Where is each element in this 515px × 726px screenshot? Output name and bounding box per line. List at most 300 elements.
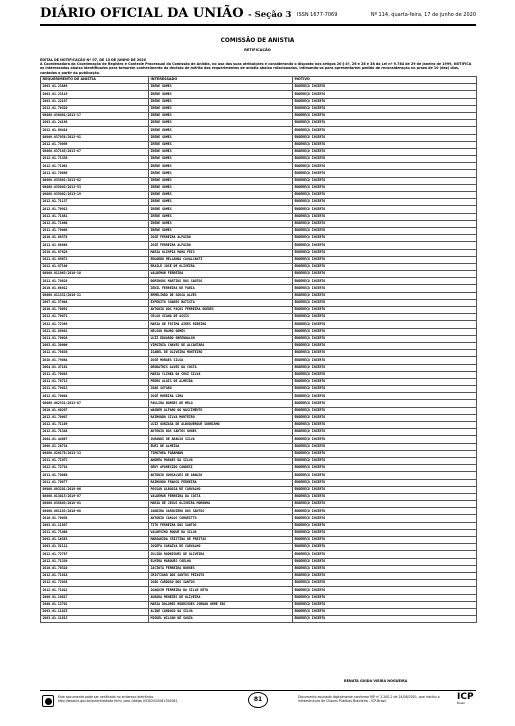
cell-interessado: MARIA DOLORES RODRIGUES JORDAN ORRE IBS — [149, 601, 293, 608]
logo-text: ICP — [457, 692, 474, 702]
cell-motivo: ENDEREÇO INCERTO — [293, 112, 477, 119]
cell-motivo: ENDEREÇO INCERTO — [293, 572, 477, 579]
table-row — [41, 551, 477, 558]
cell-motivo: ENDEREÇO INCERTO — [293, 393, 477, 400]
table-row — [41, 587, 477, 594]
table-row — [41, 400, 477, 407]
cell-requerimento: 08000.035001/2013-62 — [41, 177, 149, 184]
cell-motivo: ENDEREÇO INCERTO — [293, 537, 477, 544]
table-row — [41, 184, 477, 191]
cell-requerimento: 08000.011331/2010-11 — [41, 292, 149, 299]
cell-motivo: ENDEREÇO INCERTO — [293, 522, 477, 529]
cell-motivo: ENDEREÇO INCERTO — [293, 134, 477, 141]
cell-requerimento: 08000.001183/2018-08 — [41, 508, 149, 515]
cell-requerimento: 2012.01.70830 — [41, 350, 149, 357]
column-header-requerimento: REQUERIMENTO DE ANISTIA — [41, 77, 149, 84]
cell-motivo: ENDEREÇO INCERTO — [293, 364, 477, 371]
table-row — [41, 199, 477, 206]
table-row — [41, 335, 477, 342]
cell-requerimento: 2003.01.11807 — [41, 522, 149, 529]
cell-requerimento: 08000.038803/2018-01 — [41, 501, 149, 508]
footer-verification-text: Este documento pode ser verificado no endereço eletrônico http://www.in.gov.br/autenticidade.html, pelo código 05302020061700081 — [58, 695, 178, 704]
cell-requerimento: 2012.01.67100 — [41, 263, 149, 270]
cell-motivo: ENDEREÇO INCERTO — [293, 608, 477, 615]
cell-interessado: IRENE GOMES — [149, 163, 293, 170]
table-row — [41, 206, 477, 213]
cell-requerimento: 2012.01.70607 — [41, 414, 149, 421]
cell-requerimento: 2010.01.79084 — [41, 357, 149, 364]
newspaper-name: DIÁRIO OFICIAL DA UNIÃO — [40, 6, 244, 21]
cell-motivo: ENDEREÇO INCERTO — [293, 386, 477, 393]
issue-date: Nº 114, quarta-feira, 17 de junho de 2020 — [370, 12, 476, 18]
table-row — [41, 127, 477, 134]
cell-requerimento: 2003.01.11825 — [41, 608, 149, 615]
cell-interessado: JULIÃO RODRIGUES DE OLIVEIRA — [149, 551, 293, 558]
cell-motivo: ENDEREÇO INCERTO — [293, 307, 477, 314]
cell-requerimento: 2012.01.71330 — [41, 558, 149, 565]
table-row — [41, 422, 477, 429]
table-row — [41, 235, 477, 242]
cell-requerimento: 2011.01.70828 — [41, 278, 149, 285]
cell-requerimento: 2010.01.70310 — [41, 565, 149, 572]
cell-motivo: ENDEREÇO INCERTO — [293, 220, 477, 227]
cell-motivo: ENDEREÇO INCERTO — [293, 299, 477, 306]
table-row — [41, 594, 477, 601]
cell-motivo: ENDEREÇO INCERTO — [293, 429, 477, 436]
table-row — [41, 501, 477, 508]
cell-motivo: ENDEREÇO INCERTO — [293, 213, 477, 220]
cell-requerimento: 2011.01.70880 — [41, 472, 149, 479]
table-row — [41, 307, 477, 314]
subtitle: RETIFICAÇÃO — [244, 48, 271, 52]
cell-requerimento: 2010.01.68378 — [41, 235, 149, 242]
cell-interessado: GENY APARECIDO CANDESI — [149, 465, 293, 472]
table-row — [41, 134, 477, 141]
page-number: 81 — [248, 692, 268, 708]
cell-interessado: TIMÓTHEA FARAMANN — [149, 450, 293, 457]
cell-requerimento: 2010.01.68207 — [41, 407, 149, 414]
table-row — [41, 342, 477, 349]
cell-motivo: ENDEREÇO INCERTO — [293, 616, 477, 623]
table-row — [41, 177, 477, 184]
edital-body: A Coordenadora da Coordenação de Registro e Controle Processual da Comissão de Anistia, no uso das suas atribuições e considerando o disposto nos artigos 20 § 4º, 26 e 28 e 38 da Lei nº 9.784 de 29 de janeiro de 1999, NOTIFICA os interessados abaixo identificados para tomarem conhecimento da decisão de mérito dos requerimentos de anistia abaixo relacionados, intimando-os para apresentarem pedido de reconsideração no prazo de 10 (dez) dias, contados a partir da publicação. — [40, 62, 472, 75]
cell-motivo: ENDEREÇO INCERTO — [293, 249, 477, 256]
cell-requerimento: 2004.01.47161 — [41, 364, 149, 371]
cell-requerimento: 2000.01.13702 — [41, 601, 149, 608]
cell-motivo: ENDEREÇO INCERTO — [293, 436, 477, 443]
cell-interessado: LUIZ GONZAGA DE ALBUQUERQUE SOBRINHO — [149, 422, 293, 429]
cell-motivo: ENDEREÇO INCERTO — [293, 263, 477, 270]
cell-interessado: VIRGÍNIA CHAVES DE ALCANTARA — [149, 342, 293, 349]
cell-motivo: ENDEREÇO INCERTO — [293, 278, 477, 285]
cell-requerimento: 08000.035003/2013-53 — [41, 184, 149, 191]
cell-requerimento: 08000.002331/2013-07 — [41, 400, 149, 407]
cell-requerimento: 2012.01.71137 — [41, 199, 149, 206]
cell-requerimento: 08000.037105/2013-07 — [41, 148, 149, 155]
cell-motivo: ENDEREÇO INCERTO — [293, 378, 477, 385]
cell-interessado: IRENE GOMES — [149, 134, 293, 141]
cell-motivo: ENDEREÇO INCERTO — [293, 486, 477, 493]
table-body — [41, 84, 477, 623]
cell-motivo: ENDEREÇO INCERTO — [293, 472, 477, 479]
table-row — [41, 357, 477, 364]
cell-interessado: IRENE GOMES — [149, 112, 293, 119]
cell-requerimento: 2003.01.23119 — [41, 91, 149, 98]
logo-subtext: Brasil — [457, 701, 465, 705]
notification-table — [40, 76, 477, 623]
cell-interessado: PEDRO ALOIS DE ALMEIDA — [149, 378, 293, 385]
table-row — [41, 249, 477, 256]
cell-interessado: IRENE GOMES — [149, 192, 293, 199]
table-row — [41, 192, 477, 199]
footer-rule — [40, 690, 476, 691]
cell-requerimento: 2003.01.51111 — [41, 544, 149, 551]
cell-motivo: ENDEREÇO INCERTO — [293, 184, 477, 191]
table-row — [41, 450, 477, 457]
edital-title: EDITAL DE NOTIFICAÇÃO Nº 07, DE 15 DE JUNHO DE 2020 — [40, 58, 147, 62]
cell-motivo: ENDEREÇO INCERTO — [293, 342, 477, 349]
cell-requerimento: 2007.01.57004 — [41, 299, 149, 306]
table-row — [41, 148, 477, 155]
signature: RENATA GUIDA VIEIRA NOGUEIRA — [344, 679, 408, 683]
table-row — [41, 314, 477, 321]
cell-motivo: ENDEREÇO INCERTO — [293, 580, 477, 587]
table-row — [41, 414, 477, 421]
organ-heading: COMISSÃO DE ANISTIA — [220, 38, 295, 44]
cell-requerimento: 2003.01.11813 — [41, 616, 149, 623]
table-row — [41, 572, 477, 579]
table-row — [41, 285, 477, 292]
cell-motivo: ENDEREÇO INCERTO — [293, 479, 477, 486]
table-row — [41, 601, 477, 608]
cell-motivo: ENDEREÇO INCERTO — [293, 292, 477, 299]
table-row — [41, 227, 477, 234]
cell-interessado: DEODATRIS ALVES DA COSTA — [149, 364, 293, 371]
cell-motivo: ENDEREÇO INCERTO — [293, 558, 477, 565]
cell-interessado: EURI DE ALMEIDA — [149, 443, 293, 450]
cell-requerimento: 08000.035002/2013-19 — [41, 192, 149, 199]
column-header-motivo: MOTIVO — [293, 77, 477, 84]
cell-requerimento: 2011.01.70890 — [41, 170, 149, 177]
table-row — [41, 278, 477, 285]
table-row — [41, 508, 477, 515]
cell-interessado: JOÃO CARDOSO DOS SANTOS — [149, 580, 293, 587]
cell-interessado: ERMELINDO DE SOUSA ALVES — [149, 292, 293, 299]
cell-interessado: JOSEFA SARAIVA DE CARVALHO — [149, 544, 293, 551]
cell-motivo: ENDEREÇO INCERTO — [293, 407, 477, 414]
cell-requerimento: 2012.01.71660 — [41, 220, 149, 227]
cell-interessado: JOSÉ FERREIRA ALFAIDO — [149, 235, 293, 242]
cell-requerimento: 2011.01.70813 — [41, 386, 149, 393]
table-row — [41, 386, 477, 393]
cell-interessado: IRENE GOMES — [149, 170, 293, 177]
cell-interessado: EXPEDITO SOARES BATISTA — [149, 299, 293, 306]
cell-motivo: ENDEREÇO INCERTO — [293, 199, 477, 206]
table-row — [41, 156, 477, 163]
cell-motivo: ENDEREÇO INCERTO — [293, 120, 477, 127]
cell-requerimento: 08000.026178/2013-13 — [41, 450, 149, 457]
cell-motivo: ENDEREÇO INCERTO — [293, 91, 477, 98]
cell-motivo: ENDEREÇO INCERTO — [293, 587, 477, 594]
cell-interessado: IRENE GOMES — [149, 206, 293, 213]
cell-interessado: AURORA MENEZES DE OLIVEIRA — [149, 594, 293, 601]
cell-interessado: JOSÉ MORAES SILVA — [149, 357, 293, 364]
cell-requerimento: 2012.01.71818 — [41, 572, 149, 579]
table-row — [41, 163, 477, 170]
cell-requerimento: 2012.01.70004 — [41, 393, 149, 400]
cell-motivo: ENDEREÇO INCERTO — [293, 501, 477, 508]
cell-requerimento: 2012.01.71109 — [41, 422, 149, 429]
table-row — [41, 544, 477, 551]
cell-interessado: JANDIRA SARGUIERO DOS SANTOS — [149, 508, 293, 515]
cell-interessado: PAULINA BORGES DE MELO — [149, 400, 293, 407]
issn: ISSN 1677-7069 — [297, 12, 338, 18]
cell-requerimento: 2003.01.22107 — [41, 98, 149, 105]
table-row — [41, 220, 477, 227]
footer-signature-text: Documento assinado digitalmente conforme MP nº 2.200-2 de 24/08/2001, que institui a Infraestrutura de Chaves Públicas Brasileira - ICP-Brasil. — [298, 695, 440, 704]
cell-motivo: ENDEREÇO INCERTO — [293, 335, 477, 342]
cell-motivo: ENDEREÇO INCERTO — [293, 601, 477, 608]
cell-requerimento: 2012.01.72710 — [41, 465, 149, 472]
table-row — [41, 393, 477, 400]
table-row — [41, 271, 477, 278]
cell-requerimento: 2012.01.71339 — [41, 156, 149, 163]
cell-requerimento: 08000.013015/2019-07 — [41, 493, 149, 500]
cell-interessado: MARIA CLINEA DA CRUZ SILVA — [149, 371, 293, 378]
cell-requerimento: 2011.01.70713 — [41, 378, 149, 385]
cell-interessado: CELSO VIANA DE ASSIS — [149, 314, 293, 321]
cell-motivo: ENDEREÇO INCERTO — [293, 206, 477, 213]
cell-requerimento: 2012.01.72389 — [41, 321, 149, 328]
table-row — [41, 443, 477, 450]
table-row — [41, 84, 477, 91]
table-row — [41, 256, 477, 263]
cell-motivo: ENDEREÇO INCERTO — [293, 271, 477, 278]
cell-interessado: VALDEMAR FERREIRA DA COSTA — [149, 493, 293, 500]
table-row — [41, 529, 477, 536]
cell-interessado: MARIA OLIMPIA MARA FEIS — [149, 249, 293, 256]
cell-motivo: ENDEREÇO INCERTO — [293, 515, 477, 522]
cell-motivo: ENDEREÇO INCERTO — [293, 256, 477, 263]
table-row — [41, 537, 477, 544]
cell-requerimento: 2011.01.70803 — [41, 371, 149, 378]
cell-requerimento: 2010.01.70038 — [41, 515, 149, 522]
cell-motivo: ENDEREÇO INCERTO — [293, 242, 477, 249]
table-row — [41, 321, 477, 328]
cell-requerimento: 2012.01.71348 — [41, 429, 149, 436]
cell-motivo: ENDEREÇO INCERTO — [293, 98, 477, 105]
cell-interessado: JACINTA FERREIRA BORGES — [149, 565, 293, 572]
cell-motivo: ENDEREÇO INCERTO — [293, 551, 477, 558]
cell-interessado: DOMINGOS MARTINS DOS SANTOS — [149, 278, 293, 285]
table-row — [41, 522, 477, 529]
cell-motivo: ENDEREÇO INCERTO — [293, 141, 477, 148]
cell-interessado: JOSÉ FERREIRA ALFAIDO — [149, 242, 293, 249]
cell-requerimento: 2008.01.28734 — [41, 443, 149, 450]
cell-interessado: MIGUEL WILSON DE SOUZA — [149, 616, 293, 623]
table-row — [41, 608, 477, 615]
cell-interessado: IRENE GOMES — [149, 227, 293, 234]
table-row — [41, 479, 477, 486]
cell-interessado: ISABEL DE OLIVEIRA MONTEIRO — [149, 350, 293, 357]
cell-motivo: ENDEREÇO INCERTO — [293, 594, 477, 601]
cell-interessado: IRENE GOMES — [149, 199, 293, 206]
cell-interessado: LUIZ EDUARDO GREENHALGH — [149, 335, 293, 342]
table-row — [41, 493, 477, 500]
cell-motivo: ENDEREÇO INCERTO — [293, 285, 477, 292]
cell-motivo: ENDEREÇO INCERTO — [293, 400, 477, 407]
cell-interessado: ANTONIO GONÇALVES DE ARAÚJO — [149, 472, 293, 479]
cell-interessado: IRENE GOMES — [149, 141, 293, 148]
edital-text — [40, 58, 476, 75]
cell-motivo: ENDEREÇO INCERTO — [293, 163, 477, 170]
cell-requerimento: 2003.01.30006 — [41, 342, 149, 349]
cell-requerimento: 2012.01.71001 — [41, 163, 149, 170]
cell-requerimento: 2012.01.70871 — [41, 314, 149, 321]
table-row — [41, 263, 477, 270]
cell-interessado: ERAILE JOSÉ DE OLIVEIRA — [149, 263, 293, 270]
table-row — [41, 565, 477, 572]
table-row — [41, 364, 477, 371]
cell-motivo: ENDEREÇO INCERTO — [293, 414, 477, 421]
cell-requerimento: 2011.01.70006 — [41, 227, 149, 234]
cell-motivo: ENDEREÇO INCERTO — [293, 127, 477, 134]
cell-interessado: IRENE GOMES — [149, 148, 293, 155]
cell-interessado: IRENE GOMES — [149, 184, 293, 191]
cell-interessado: ZENIL FERREIRA DE FARIA — [149, 285, 293, 292]
cell-motivo: ENDEREÇO INCERTO — [293, 227, 477, 234]
cell-requerimento: 2011.01.69801 — [41, 328, 149, 335]
masthead — [40, 6, 476, 24]
cell-requerimento: 2012.01.69410 — [41, 127, 149, 134]
cell-motivo: ENDEREÇO INCERTO — [293, 314, 477, 321]
cell-interessado: MARGARIDA CRISTINA DE FREITAS — [149, 537, 293, 544]
cell-interessado: ELMIRA MARQUES COELHO — [149, 558, 293, 565]
cell-motivo: ENDEREÇO INCERTO — [293, 177, 477, 184]
cell-interessado: CRISTIANO DOS SANTOS PEIXOTO — [149, 572, 293, 579]
cell-interessado: IRENE GOMES — [149, 127, 293, 134]
cell-requerimento: 2012.01.70098 — [41, 141, 149, 148]
cell-interessado: RAIMUNDO SILVA MONTEIRO — [149, 414, 293, 421]
cell-interessado: POSSAN ALBOSSA DE CARVALHO — [149, 486, 293, 493]
cell-interessado: JOSÉ MOREIRA LIMA — [149, 393, 293, 400]
cell-motivo: ENDEREÇO INCERTO — [293, 371, 477, 378]
table-row — [41, 350, 477, 357]
cell-motivo: ENDEREÇO INCERTO — [293, 105, 477, 112]
cell-requerimento: 2010.01.68012 — [41, 285, 149, 292]
table-row — [41, 98, 477, 105]
table-row — [41, 558, 477, 565]
cell-motivo: ENDEREÇO INCERTO — [293, 84, 477, 91]
column-header-interessado: INTERESSADO — [149, 77, 293, 84]
cell-interessado: JOÃO SUTARO — [149, 386, 293, 393]
cell-interessado: IRENE GOMES — [149, 120, 293, 127]
cell-interessado: JURANDI DE ARAÚJO SILVA — [149, 436, 293, 443]
cell-requerimento: 2011.01.70628 — [41, 335, 149, 342]
cell-interessado: IRENE GOMES — [149, 177, 293, 184]
cell-requerimento: 2012.01.71881 — [41, 213, 149, 220]
cell-motivo: ENDEREÇO INCERTO — [293, 457, 477, 464]
table-row — [41, 378, 477, 385]
table-row — [41, 120, 477, 127]
cell-motivo: ENDEREÇO INCERTO — [293, 493, 477, 500]
cell-requerimento: 2011.01.71088 — [41, 529, 149, 536]
table-row — [41, 436, 477, 443]
header-rule — [40, 24, 476, 26]
table-row — [41, 112, 477, 119]
table-row — [41, 616, 477, 623]
table-row — [41, 371, 477, 378]
table-row — [41, 580, 477, 587]
cell-requerimento: 08000.037058/2013-91 — [41, 134, 149, 141]
cell-requerimento: 08000.036001/2013-17 — [41, 112, 149, 119]
cell-interessado: IRENE GOMES — [149, 105, 293, 112]
cell-interessado: ANTONIO DOS PAÇOS FERREIRA GUEDES — [149, 307, 293, 314]
cell-requerimento: 2012.01.72038 — [41, 580, 149, 587]
table-row — [41, 213, 477, 220]
masthead-title — [40, 6, 291, 21]
cell-interessado: IRENE GOMES — [149, 213, 293, 220]
cell-motivo: ENDEREÇO INCERTO — [293, 148, 477, 155]
cell-requerimento: 2002.01.16383 — [41, 537, 149, 544]
cell-requerimento: 2011.01.68888 — [41, 242, 149, 249]
cell-motivo: ENDEREÇO INCERTO — [293, 235, 477, 242]
cell-interessado: JOAQUIM FERREIRA DA SILVA NETO — [149, 587, 293, 594]
cell-requerimento: 2003.01.24198 — [41, 120, 149, 127]
cell-interessado: IRENE GOMES — [149, 84, 293, 91]
cell-requerimento: 2011.01.71072 — [41, 457, 149, 464]
cell-motivo: ENDEREÇO INCERTO — [293, 565, 477, 572]
cell-requerimento: 2004.01.44687 — [41, 436, 149, 443]
section-label: - Seção 3 — [248, 10, 292, 20]
table-row — [41, 457, 477, 464]
cell-interessado: VALDEVINO ROQUE DA SILVA — [149, 529, 293, 536]
cell-interessado: IRENE GOMES — [149, 220, 293, 227]
cell-interessado: MARIA DE FÁTIMA AIRES RIBEIRO — [149, 321, 293, 328]
table-row — [41, 515, 477, 522]
cell-motivo: ENDEREÇO INCERTO — [293, 422, 477, 429]
cell-requerimento: 2012.01.71012 — [41, 587, 149, 594]
table-row — [41, 91, 477, 98]
cell-requerimento: 2003.01.23889 — [41, 84, 149, 91]
cell-requerimento: 2012.01.70913 — [41, 206, 149, 213]
cell-interessado: RAIMUNDO FRANCO FERREIRA — [149, 479, 293, 486]
cell-requerimento: 2010.01.70091 — [41, 307, 149, 314]
cell-motivo: ENDEREÇO INCERTO — [293, 508, 477, 515]
cell-interessado: IRENE GOMES — [149, 98, 293, 105]
cell-requerimento: 2000.01.10817 — [41, 594, 149, 601]
cell-requerimento: 2011.01.70877 — [41, 479, 149, 486]
cell-interessado: VALDEMAR FERREIRA — [149, 271, 293, 278]
cell-motivo: ENDEREÇO INCERTO — [293, 450, 477, 457]
cell-interessado: ANDRÉA MORAES DA SILVA — [149, 457, 293, 464]
cell-interessado: EDUARDO MELLANDA CAVALCANTI — [149, 256, 293, 263]
cell-motivo: ENDEREÇO INCERTO — [293, 192, 477, 199]
cell-motivo: ENDEREÇO INCERTO — [293, 321, 477, 328]
cell-motivo: ENDEREÇO INCERTO — [293, 350, 477, 357]
qr-code-icon — [42, 695, 54, 707]
cell-requerimento: 2010.01.67628 — [41, 249, 149, 256]
cell-interessado: ANTONIO CARLOS CORDEITTO — [149, 515, 293, 522]
cell-motivo: ENDEREÇO INCERTO — [293, 357, 477, 364]
table-row — [41, 170, 477, 177]
cell-interessado: ALINE CARDOSO DA SILVA — [149, 608, 293, 615]
cell-interessado: IRENE GOMES — [149, 156, 293, 163]
cell-motivo: ENDEREÇO INCERTO — [293, 156, 477, 163]
cell-motivo: ENDEREÇO INCERTO — [293, 328, 477, 335]
table-row — [41, 328, 477, 335]
table-row — [41, 292, 477, 299]
